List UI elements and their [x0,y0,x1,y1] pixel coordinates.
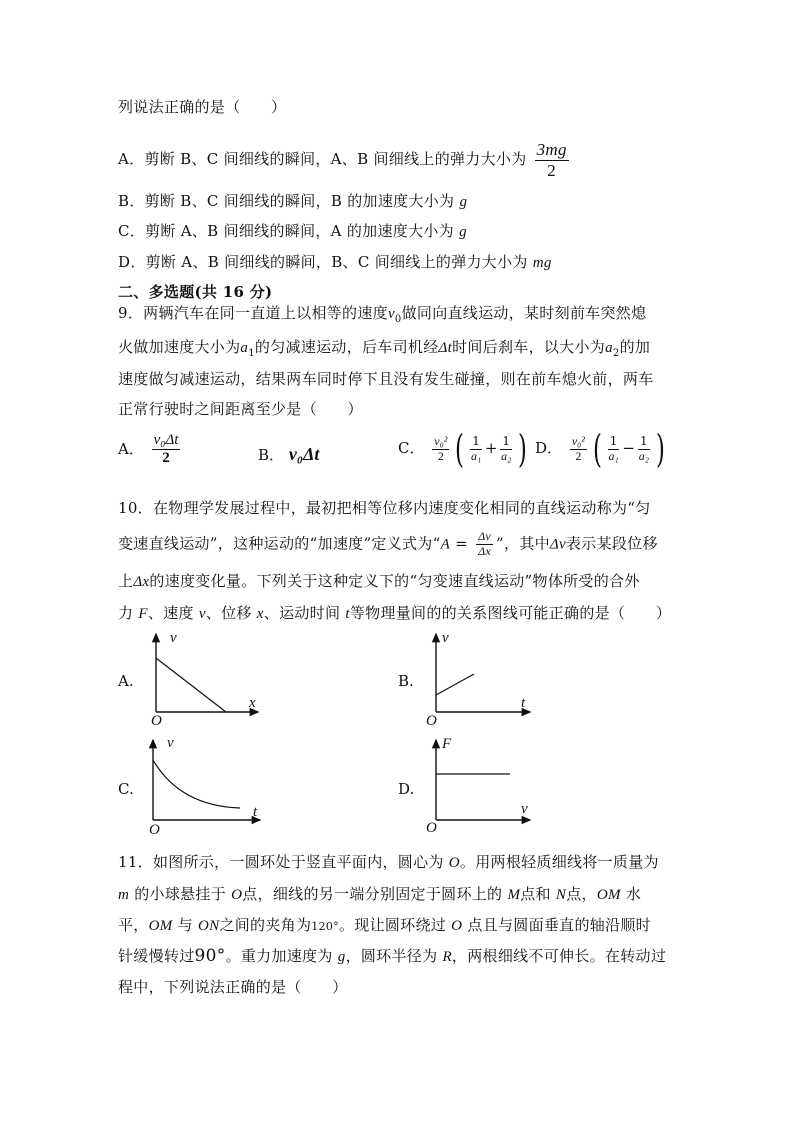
math-R: R [442,949,452,965]
graph-b-v-t [420,630,550,730]
math-O: O [448,855,460,871]
text: 平， [118,916,149,934]
text: 的小球悬挂于 [134,885,227,903]
graph-a-y-label: v [170,630,177,646]
q11-line-4 [118,945,666,966]
fraction-dv-over-dx: $\frac{\Delta v}{\Delta x}$ [478,529,492,558]
text: 点，细线的另一端分别固定于圆环上的 [242,885,503,903]
text: 。现让圆环绕过 [338,916,447,934]
text: 火做加速度大小为 [118,338,241,356]
fraction: $\frac{\text{v₀²}}{2}$ [434,433,448,463]
text: ，两根细线不可伸长。在转动过 [451,947,667,965]
text: ，圆环半径为 [345,947,438,965]
q8-option-a [118,140,572,180]
q11-line-2 [118,883,641,904]
math-M: M [507,887,521,903]
text: 上 [118,572,134,590]
math-angle-120: 120° [311,920,339,933]
math-dx: Δx [133,574,150,590]
q8-option-c [118,220,467,241]
option-math: mg [532,255,552,271]
option-math: v₀Δt [288,444,320,464]
q9-line-1 [118,302,646,325]
math-v0: v [387,306,395,322]
math-OM: OM [596,887,621,903]
graph-a-label: A. [118,672,134,690]
math-dt: Δt [438,340,453,356]
math-ON: ON [198,918,220,934]
graph-b-x-label: t [521,695,526,711]
text: 与 [177,916,193,934]
subscript: 1 [248,348,255,359]
option-label: C． [398,439,425,457]
math-dv: Δv [549,536,566,553]
math-O: O [451,918,463,934]
math-O: O [231,887,243,903]
math-a1: a [240,340,249,356]
q9-option-a [118,432,183,468]
option-label: A． [118,439,144,458]
text: 做同向直线运动，某时刻前车突然熄 [401,304,647,322]
q9-option-c: C． $\frac{\text{v₀²}}{2}$ ( $\frac{1}{\text{a₁}}$ + $\frac{1}{\text{a₂}}$ ) [398,427,527,471]
graph-c-label: C. [118,780,134,798]
graph-d-origin: O [426,820,437,836]
fraction: $\frac{\text{v₀Δt}}{2}$ [153,432,179,467]
text: 针缓慢转过 [118,947,195,965]
option-math: g [459,224,467,240]
equals: = [450,534,474,553]
q10-line-2 [118,530,658,559]
graph-c-y-label: v [167,735,174,751]
graph-b-y-label: v [442,630,449,646]
text: 。用两根轻质细线将一质量为 [459,853,659,871]
fraction-3mg-over-2: $\frac{3mg}{2}$ [536,140,567,180]
section-heading: 二、多选题(共 16 分) [118,283,273,301]
operator: − [622,439,635,457]
math-F: F [138,606,148,622]
option-label: A． [118,150,145,169]
option-label: D． [118,253,146,271]
text: 表示某段位移 [565,534,658,553]
graph-b-label: B. [398,672,414,690]
fraction: $\frac{1}{\text{a₁}}$ [608,433,619,463]
q11-line-1 [118,851,659,872]
math-N: N [555,887,567,903]
option-label: C． [118,222,146,240]
q8-stem-end: 列说法正确的是（ ） [118,98,287,116]
q10-line-1: 10．在物理学发展过程中，最初把相等位移内速度变化相同的直线运动称为“匀 [118,499,651,517]
subscript: 0 [394,314,402,325]
text: 点， [566,885,597,903]
q8-option-b [118,190,467,211]
q9-line-4: 正常行驶时之间距离至少是（ ） [118,400,363,418]
q11-line-3 [118,914,651,935]
text: 的速度变化量。下列关于这种定义下的“匀变速直线运动”物体所受的合外 [149,572,640,590]
text: 力 [118,604,134,622]
text: 等物理量间的的关系图线可能正确的是（ ） [349,604,672,622]
text: 。重力加速度为 [225,947,333,965]
text: 、速度 [147,604,194,622]
text: 9．两辆汽车在同一直道上以相等的速度 [118,304,388,322]
q11-line-5: 程中，下列说法正确的是（ ） [118,978,348,996]
subscript: 2 [612,348,620,359]
text: 水 [625,885,642,903]
fraction: $\frac{1}{\text{a₂}}$ [501,433,512,463]
math-A: A [440,536,451,553]
math-angle-90: 90° [194,946,226,966]
option-text: 剪断 A、B 间细线的瞬间，B、C 间细线上的弹力大小为 [145,253,528,271]
option-label: B． [258,446,285,464]
q9-option-b [258,444,319,465]
q10-line-4 [118,602,671,623]
math-OM: OM [148,918,173,934]
graph-d-x-label: v [521,801,528,817]
q9-line-2 [118,336,650,359]
graph-a-origin: O [151,713,162,729]
graph-c-origin: O [149,822,160,838]
text: 时间后刹车，以大小为 [452,338,606,356]
math-x: x [256,606,264,622]
graph-a-x-label: x [249,695,256,711]
graph-d-label: D. [398,780,415,798]
option-math: g [459,194,468,210]
option-label: B． [118,192,145,210]
text: 、运动时间 [263,604,341,622]
option-text: 剪断 B、C 间细线的瞬间，A、B 间细线上的弹力大小为 [144,150,527,169]
graph-c-x-label: t [253,804,258,820]
graph-c-v-t [140,736,270,836]
fraction: $\frac{1}{\text{a₁}}$ [470,433,482,463]
text: 点且与圆面垂直的轴沿顺时 [467,916,651,934]
graph-d-f-v [420,736,550,836]
text: 的加 [619,338,651,356]
text: 变速直线运动”，这种运动的“加速度”定义式为“ [118,534,441,553]
math-a2: a [605,340,613,356]
operator: + [484,439,498,457]
fraction: $\frac{\text{v₀²}}{2}$ [571,433,585,463]
math-t: t [345,606,350,622]
option-text: 剪断 B、C 间细线的瞬间，B 的加速度大小为 [144,192,455,210]
q9-line-3: 速度做匀减速运动，结果两车同时停下且没有发生碰撞，则在前车熄火前，两车 [118,370,654,388]
text: 的匀减速运动，后车司机经 [254,338,439,356]
option-label: D． [535,439,563,457]
option-text: 剪断 A、B 间细线的瞬间，A 的加速度大小为 [145,222,454,240]
q9-option-d: D． $\frac{\text{v₀²}}{2}$ ( $\frac{1}{\text{a₁}}$ − $\frac{1}{\text{a₂}}$ ) [535,427,665,471]
text: 点和 [520,885,551,903]
text: 之间的夹角为 [219,916,312,934]
math-v: v [198,606,206,622]
graph-d-y-label: F [442,736,452,752]
math-m: m [118,887,130,903]
text: 、位移 [205,604,252,622]
text: ”，其中 [496,534,550,553]
graph-b-origin: O [426,713,437,729]
q10-line-3 [118,570,640,591]
fraction: $\frac{1}{\text{a₂}}$ [638,433,649,463]
q8-option-d [118,251,552,272]
math-g: g [337,949,346,965]
text: 11．如图所示，一圆环处于竖直平面内，圆心为 [118,853,444,871]
